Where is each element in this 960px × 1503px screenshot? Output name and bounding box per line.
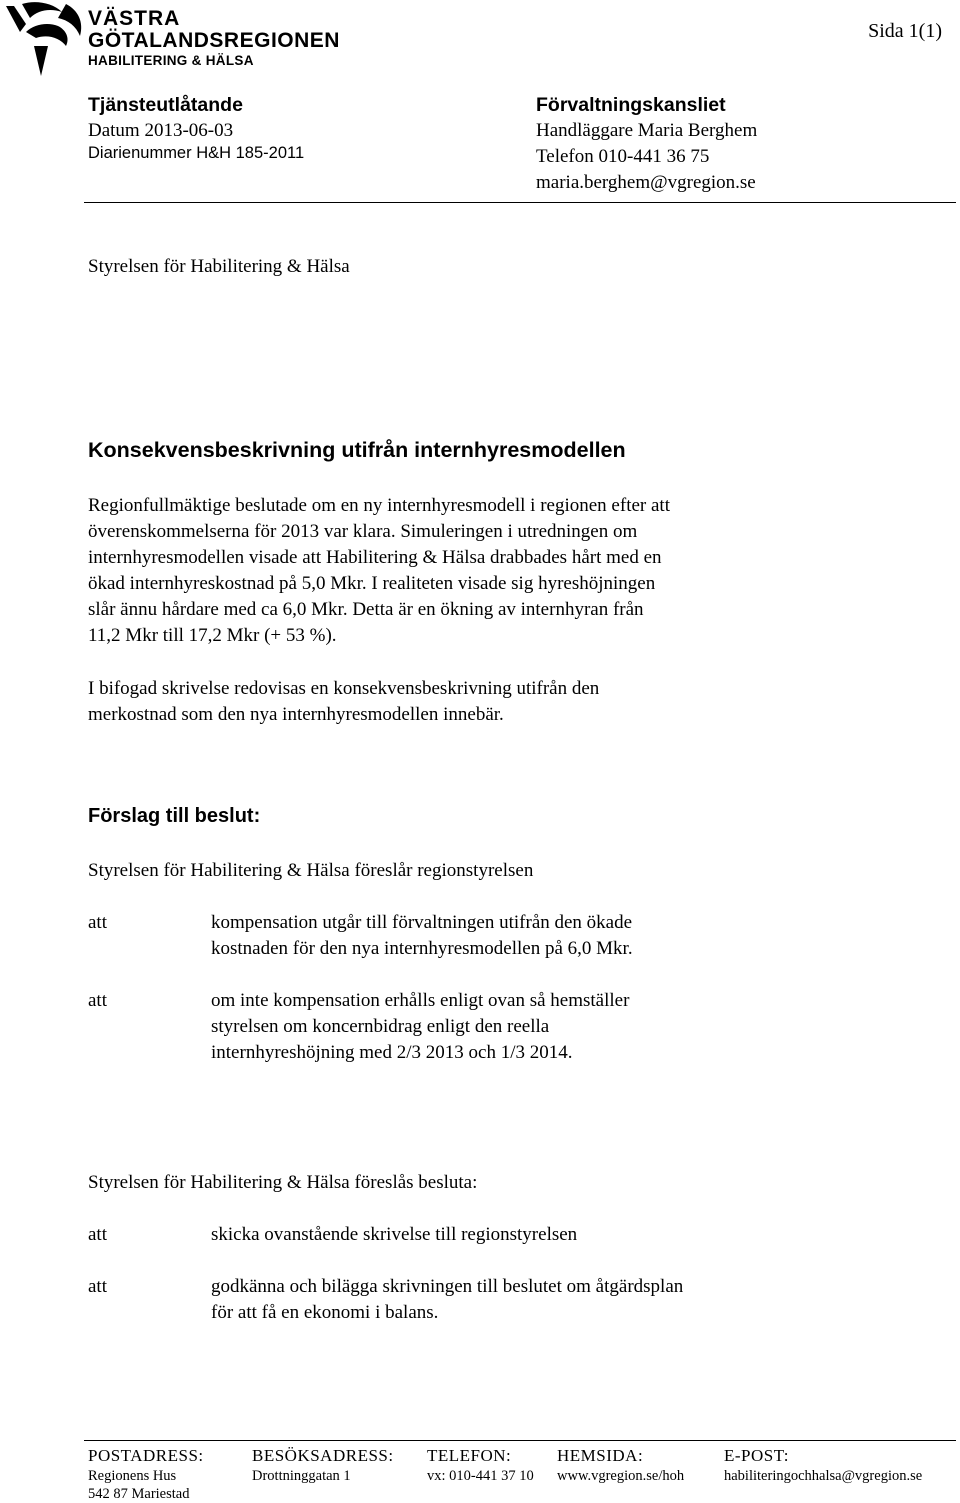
paragraph-attachment [88,676,800,728]
board-item-2-text [211,1274,831,1326]
board-decision-intro: Styrelsen för Habilitering & Hälsa föreslås besluta: [88,1172,478,1193]
handler-name: Handläggare Maria Berghem [536,120,758,141]
footer-epost-label: E-POST: [724,1446,789,1465]
paragraph-line: internhyresmodellen visade att Habilitering & Hälsa drabbades hårt med en [88,547,662,568]
footer-besoksadress: Drottninggatan 1 [252,1468,351,1484]
header-left-block [88,92,304,166]
footer-besoksadress-label: BESÖKSADRESS: [252,1446,394,1465]
logo-line-3: HABILITERING & HÄLSA [88,53,254,68]
handler-email[interactable]: maria.berghem@vgregion.se [536,172,756,193]
board-item-1-marker: att [88,1224,107,1245]
board-item-2-marker: att [88,1276,107,1297]
footer-epost-link[interactable]: habiliteringochhalsa@vgregion.se [724,1468,923,1484]
footer-hemsida-label: HEMSIDA: [557,1446,644,1465]
proposal-item-1-text [211,910,771,962]
footer-postadress-line: 542 87 Mariestad [88,1486,190,1502]
paragraph-line: Regionfullmäktige beslutade om en ny internhyresmodell i regionen efter att [88,495,670,516]
handler-phone: Telefon 010-441 36 75 [536,146,710,167]
diarie-number: Diarienummer H&H 185-2011 [88,144,305,162]
item-line: om inte kompensation erhålls enligt ovan så hemställer [211,990,630,1011]
paragraph-line: slår ännu hårdare med ca 6,0 Mkr. Detta är en ökning av internhyran från [88,599,644,620]
board-item-1-text [211,1222,831,1248]
proposal-item-1-marker: att [88,912,107,933]
proposal-item-2-text [211,988,771,1066]
paragraph-line: I bifogad skrivelse redovisas en konsekvensbeskrivning utifrån den [88,678,600,699]
item-line: för att få en ekonomi i balans. [211,1302,439,1323]
item-line: kostnaden för den nya internhyresmodellen på 6,0 Mkr. [211,938,633,959]
footer-telefon-label: TELEFON: [427,1446,512,1465]
logo-line-2: GÖTALANDSREGIONEN [88,29,340,52]
logo-line-1: VÄSTRA [88,7,181,30]
item-line: kompensation utgår till förvaltningen utifrån den ökade [211,912,633,933]
paragraph-line: merkostnad som den nya internhyresmodellen innebär. [88,704,504,725]
document-date: Datum 2013-06-03 [88,120,234,141]
vgr-logo-icon [4,2,84,78]
paragraph-line: 11,2 Mkr till 17,2 Mkr (+ 53 %). [88,625,337,646]
paragraph-background [88,493,800,649]
header-right-block [536,92,757,196]
page-number: Sida 1(1) [868,20,942,42]
footer-hemsida-link[interactable]: www.vgregion.se/hoh [557,1468,685,1484]
document-type: Tjänsteutlåtande [88,94,243,116]
header-divider [84,202,956,203]
footer-postadress-label: POSTADRESS: [88,1446,204,1465]
item-line: styrelsen om koncernbidrag enligt den reella [211,1016,550,1037]
office-name: Förvaltningskansliet [536,94,726,116]
footer-telefon: vx: 010-441 37 10 [427,1468,534,1484]
item-line: internhyreshöjning med 2/3 2013 och 1/3 2014. [211,1042,573,1063]
vgr-logo-text [88,8,340,70]
document-title: Konsekvensbeskrivning utifrån internhyresmodellen [88,438,626,462]
item-line: skicka ovanstående skrivelse till regionstyrelsen [211,1224,578,1245]
proposal-heading: Förslag till beslut: [88,805,261,827]
paragraph-line: överenskommelserna för 2013 var klara. Simuleringen i utredningen om [88,521,638,542]
proposal-item-2-marker: att [88,990,107,1011]
item-line: godkänna och bilägga skrivningen till beslutet om åtgärdsplan [211,1276,684,1297]
proposal-intro: Styrelsen för Habilitering & Hälsa föreslår regionstyrelsen [88,860,534,881]
footer-postadress [88,1467,189,1503]
footer-postadress-line: Regionens Hus [88,1468,177,1484]
footer-divider [84,1440,956,1441]
addressee: Styrelsen för Habilitering & Hälsa [88,256,350,277]
paragraph-line: ökad internhyreskostnad på 5,0 Mkr. I realiteten visade sig hyreshöjningen [88,573,656,594]
